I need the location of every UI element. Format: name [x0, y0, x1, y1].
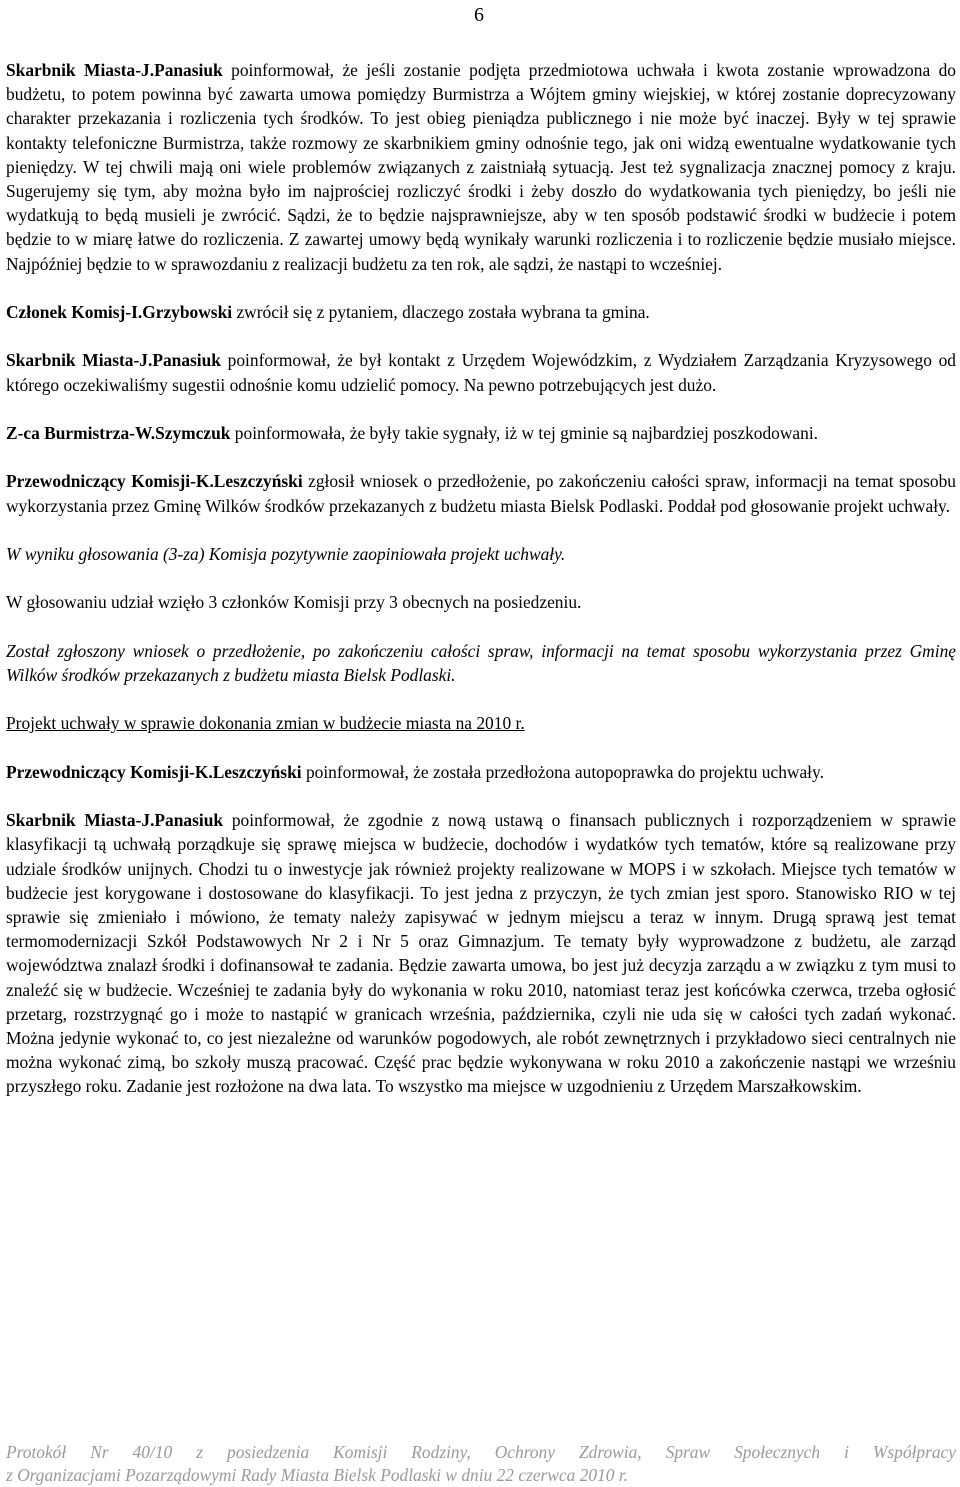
speaker-name: Przewodniczący Komisji-K.Leszczyński [6, 761, 302, 782]
page-footer [6, 1441, 956, 1487]
footer-line-1: Protokół Nr 40/10 z posiedzenia Komisji Rodziny, Ochrony Zdrowia, Spraw Społecznych i Współpracy [6, 1442, 956, 1462]
speaker-name: Skarbnik Miasta-J.Panasiuk [6, 60, 223, 80]
speaker-name: Skarbnik Miasta-J.Panasiuk [6, 810, 224, 831]
paragraph-text: poinformował, że był kontakt z Urzędem Wojewódzkim, z Wydziałem Zarządzania Kryzysowego od którego oczekiwaliśmy sugestii odnośnie komu udzielić pomocy. Na pewno potrzebujących jest dużo. [6, 350, 956, 395]
speaker-name: Przewodniczący Komisji-K.Leszczyński [6, 471, 303, 492]
paragraph-text: poinformował, że została przedłożona autopoprawka do projektu uchwały. [301, 761, 824, 782]
speaker-name: Z-ca Burmistrza-W.Szymczuk [6, 423, 231, 443]
paragraph-text: poinformowała, że były takie sygnały, iż w tej gminie są najbardziej poszkodowani. [230, 423, 819, 443]
footer-line-2: z Organizacjami Pozarządowymi Rady Miasta Bielsk Podlaski w dniu 22 czerwca 2010 r. [6, 1465, 629, 1485]
paragraph-grzybowski [6, 300, 956, 324]
paragraph-leszczynski-1 [6, 469, 956, 517]
paragraph-leszczynski-2 [6, 760, 956, 784]
section-heading: Projekt uchwały w sprawie dokonania zmian w budżecie miasta na 2010 r. [6, 713, 525, 734]
paragraph-szymczuk [6, 421, 956, 445]
page-number: 6 [474, 4, 484, 26]
motion-note: Został zgłoszony wniosek o przedłożenie, po zakończeniu całości spraw, informacji na temat sposobu wykorzystania przez Gminę Wilków środków przekazanych z budżetu miasta Bielsk Podlaski. [6, 640, 956, 685]
paragraph-panasiuk-2 [6, 348, 956, 396]
paragraph-text: poinformował, że zgodnie z nową ustawą o finansach publicznych i rozporządzeniem w sprawie klasyfikacji tą uchwałą porządkuje się sprawę miejsca w budżecie, dochodów i wydatków tych tematów, które są realizowane przy udziale środków unijnych. Chodzi tu o inwestycje jak również projekty realizowane w MOPS i w szkołach. Miejsce tych tematów w budżecie jest korygowane i dostosowane do klasyfikacji. To jest jedna z przyczyn, że tych zmian jest sporo. Stanowisko RIO w tej sprawie się zmieniało i mówiono, że tematy należy zapisywać w jednym miejscu a teraz w innym. Drugą sprawą jest temat termomodernizacji Szkół Podstawowych Nr 2 i Nr 5 oraz Gimnazjum. Te tematy były wyprowadzone z budżetu, ale zarząd województwa znalazł środki i dofinansował te zadania. Będzie zawarta umowa, bo jest już decyzja zarządu a w związku z tym musi to znaleźć się w budżecie. Wcześniej te zadania były do wykonania w roku 2010, natomiast teraz jest końcówka czerwca, trzeba ogłosić przetarg, rozstrzygnąć go i może to nastąpić w granicach września, października, czyli nie uda się w całości tych zadań wykonać. Można jedynie wykonać to, co jest niezależne od warunków pogodowych, ale robót zewnętrznych i przykładowo sieci centralnych nie można wykonać zimą, bo szkoły muszą pracować. Część prac będzie wykonywana w roku 2010 a zakończenie nastąpi we wrześniu przyszłego roku. Zadanie jest rozłożone na dwa lata. To wszystko ma miejsce w uzgodnieniu z Urzędem Marszałkowskim. [6, 810, 956, 1097]
paragraph-text: poinformował, że jeśli zostanie podjęta przedmiotowa uchwała i kwota zostanie wprowadzona do budżetu, to potem powinna być zawarta umowa pomiędzy Burmistrza a Wójtem gminy wiejskiej, w której zostanie doprecyzowany charakter przekazania i rozliczenia tych środków. To jest obieg pieniądza publicznego i nie może być inaczej. Były w tej sprawie kontakty telefoniczne Burmistrza, także rozmowy ze skarbnikiem gminy odnośnie tego, jak oni widzą ewentualne wydatkowanie tych pieniędzy. W tej chwili mają oni wiele problemów związanych z zaistniałą sytuacją. Jest też sygnalizacja znacznej pomocy z kraju. Sugerujemy się tym, aby można było im najprościej rozliczyć środki i żeby doszło do wydatkowania tych pieniędzy, bo jeśli nie wydatkują to będą musieli je zwrócić. Sądzi, że to będzie najsprawniejsze, aby w ten sposób podstawić środki w budżecie i potem będzie to w miarę łatwe do rozliczenia. Z zawartej umowy będą wynikały warunki rozliczenia i to rozliczenie będzie musiało miejsce. Najpóźniej będzie to w sprawozdaniu z realizacji budżetu za ten rok, ale sądzi, że nastąpi to wcześniej. [6, 60, 956, 274]
paragraph-panasiuk-1 [6, 58, 956, 276]
paragraph-panasiuk-3 [6, 808, 956, 1098]
vote-result: W wyniku głosowania (3-za) Komisja pozytywnie zaopiniowała projekt uchwały. [6, 543, 566, 564]
speaker-name: Skarbnik Miasta-J.Panasiuk [6, 350, 221, 371]
vote-participation: W głosowaniu udział wzięło 3 członków Komisji przy 3 obecnych na posiedzeniu. [6, 592, 582, 613]
speaker-name: Członek Komisj-I.Grzybowski [6, 302, 233, 323]
document-body [6, 58, 956, 1099]
paragraph-text: zwrócił się z pytaniem, dlaczego została wybrana ta gmina. [232, 302, 650, 323]
paragraph-text: zgłosił wniosek o przedłożenie, po zakończeniu całości spraw, informacji na temat sposobu wykorzystania przez Gminę Wilków środków przekazanych z budżetu miasta Bielsk Podlaski. Poddał pod głosowanie projekt uchwały. [6, 471, 956, 516]
